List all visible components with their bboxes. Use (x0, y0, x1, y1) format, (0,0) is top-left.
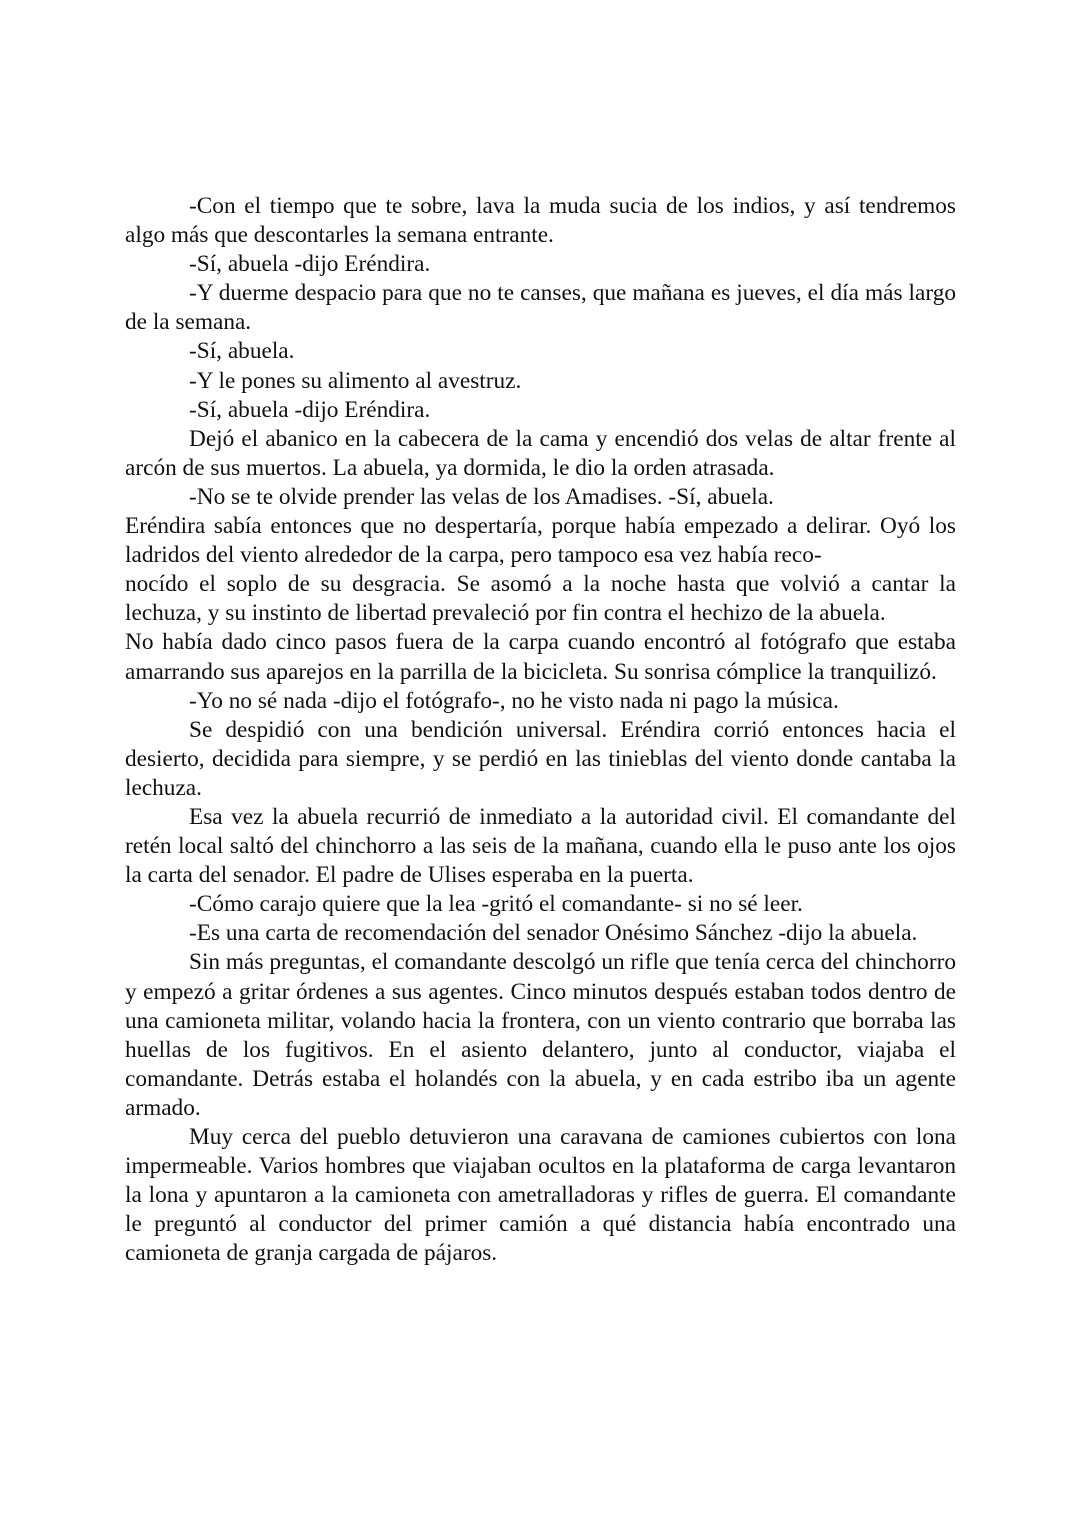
paragraph-11: No había dado cinco pasos fuera de la carpa cuando encontró al fotógrafo que estaba amarrando sus aparejos en la parrilla de la bicicleta. Su sonrisa cómplice la tranquilizó. (125, 629, 956, 685)
paragraph-13: Se despidió con una bendición universal. Eréndira corrió entonces hacia el desierto, decidida para siempre, y se perdió en las tinieblas del viento donde cantaba la lechuza. (125, 716, 956, 801)
paragraph-18: Muy cerca del pueblo detuvieron una caravana de camiones cubiertos con lona impermeable. Varios hombres que viajaban ocultos en la plataforma de carga levantaron la lona y apuntaron a la camioneta con ametralladoras y rifles de guerra. El comandante le preguntó al conductor del primer camión a qué distancia había encontrado una camioneta de granja cargada de pájaros. (125, 1124, 956, 1267)
paragraph-15: -Cómo carajo quiere que la lea -gritó el comandante- si no sé leer. (189, 891, 803, 918)
paragraph-17: Sin más preguntas, el comandante descolgó un rifle que tenía cerca del chinchorro y empezó a gritar órdenes a sus agentes. Cinco minutos después estaban todos dentro de una camioneta militar, volando hacia la frontera, con un viento contrario que borraba las huellas de los fugitivos. En el asiento delantero, junto al conductor, viajaba el comandante. Detrás estaba el holandés con la abuela, y en cada estribo iba un agente armado. (125, 949, 956, 1121)
paragraph-9: Eréndira sabía entonces que no despertaría, porque había empezado a delirar. Oyó los ladridos del viento alrededor de la carpa, pero tampoco esa vez había reco- (125, 513, 956, 569)
paragraph-10: nocído el soplo de su desgracia. Se asomó a la noche hasta que volvió a cantar la lechuza, y su instinto de libertad prevaleció por fin contra el hechizo de la abuela. (125, 571, 956, 627)
document-page (125, 192, 956, 1268)
paragraph-6: -Sí, abuela -dijo Eréndira. (189, 396, 431, 423)
paragraph-2: -Sí, abuela -dijo Eréndira. (189, 251, 431, 278)
paragraph-16: -Es una carta de recomendación del senador Onésimo Sánchez -dijo la abuela. (189, 920, 918, 947)
paragraph-5: -Y le pones su alimento al avestruz. (189, 367, 522, 394)
paragraph-7: Dejó el abanico en la cabecera de la cama y encendió dos velas de altar frente al arcón de sus muertos. La abuela, ya dormida, le dio la orden atrasada. (125, 425, 956, 481)
paragraph-14: Esa vez la abuela recurrió de inmediato a la autoridad civil. El comandante del retén local saltó del chinchorro a las seis de la mañana, cuando ella le puso ante los ojos la carta del senador. El padre de Ulises esperaba en la puerta. (125, 803, 956, 889)
paragraph-12: -Yo no sé nada -dijo el fotógrafo-, no he visto nada ni pago la música. (189, 687, 839, 714)
paragraph-1: -Con el tiempo que te sobre, lava la muda sucia de los indios, y así tendremos algo más que descontarles la semana entrante. (125, 193, 956, 249)
paragraph-8: -No se te olvide prender las velas de los Amadises. -Sí, abuela. (189, 483, 774, 510)
paragraph-3: -Y duerme despacio para que no te canses, que mañana es jueves, el día más largo de la semana. (125, 280, 956, 336)
paragraph-4: -Sí, abuela. (189, 338, 295, 365)
